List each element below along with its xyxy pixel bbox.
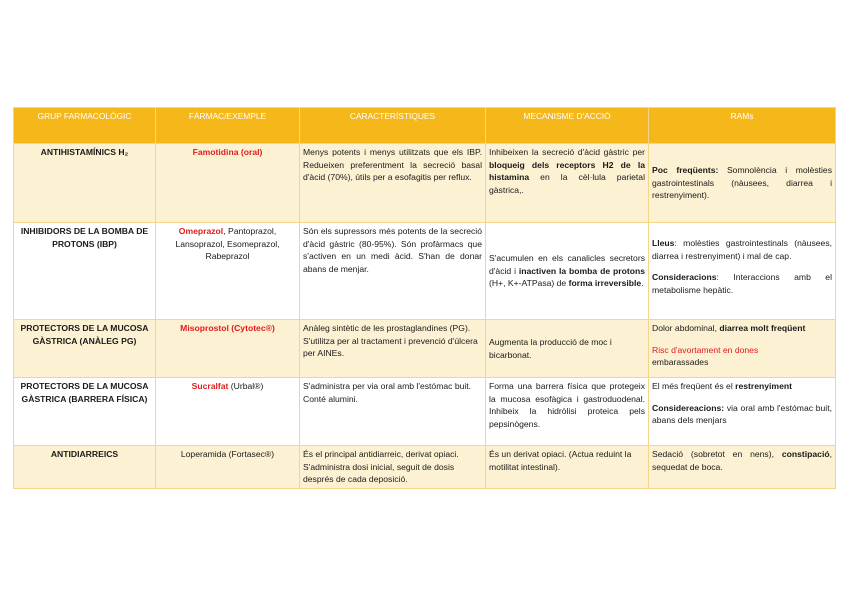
- characteristics-cell: Anàleg sintètic de les prostaglandines (PG). S'utilitza per al tractament i prevenció d'úlcera per AINEs.: [300, 320, 486, 378]
- mechanism-cell: És un derivat opiaci. (Actua reduint la motilitat intestinal).: [486, 446, 649, 489]
- table-row: [14, 144, 836, 223]
- group-cell: INHIBIDORS DE LA BOMBA DE PROTONS (IBP): [14, 223, 156, 320]
- drug-cell: [156, 320, 300, 378]
- header-drug: FÀRMAC/EXEMPLE: [156, 108, 300, 144]
- table-row: [14, 223, 836, 320]
- drug-cell: Loperamida (Fortasec®): [156, 446, 300, 489]
- group-cell: ANTIDIARREICS: [14, 446, 156, 489]
- header-rams: RAMs: [649, 108, 836, 144]
- drug-cell: Sucralfat (Urbal®): [156, 378, 300, 446]
- characteristics-cell: S'administra per via oral amb l'estómac buit. Conté alumini.: [300, 378, 486, 446]
- header-characteristics: CARACTERÍSTIQUES: [300, 108, 486, 144]
- rams-cell: Poc freqüents: Somnolència i molèsties gastrointestinals (nàusees, diarrea i restrenyiment).: [649, 144, 836, 223]
- group-cell: ANTIHISTAMÍNICS H₂: [14, 144, 156, 223]
- header-mechanism: MECANISME D'ACCIÓ: [486, 108, 649, 144]
- drug-highlight: Sucralfat: [191, 381, 229, 391]
- characteristics-cell: Són els supressors més potents de la secreció d'àcid gàstric (80-95%). Són profàrmacs que s'activen en un medi àcid. S'han de donar abans de menjar.: [300, 223, 486, 320]
- mechanism-cell: Inhibeixen la secreció d'àcid gàstric per bloqueig dels receptors H2 de la histamina en la cèl·lula parietal gàstrica,.: [486, 144, 649, 223]
- drug-cell: [156, 144, 300, 223]
- rams-cell: Sedació (sobretot en nens), constipació, sequedat de boca.: [649, 446, 836, 489]
- mechanism-cell: Augmenta la producció de moc i bicarbonat.: [486, 320, 649, 378]
- drug-highlight: Famotidina (oral): [192, 147, 263, 157]
- table-row: [14, 320, 836, 378]
- mechanism-cell: Forma una barrera física que protegeix la mucosa esofàgica i gastroduodenal. Inhibeix la hidròlisi proteica pels pepsinògens.: [486, 378, 649, 446]
- characteristics-cell: És el principal antidiarreic, derivat opiaci. S'administra dosi inicial, seguit de dosis després de cada deposició.: [300, 446, 486, 489]
- characteristics-cell: Menys potents i menys utilitzats que els IBP. Redueixen preferentment la secreció basal d'àcid (70%), útils per a esofagitis per reflux.: [300, 144, 486, 223]
- table-row: [14, 378, 836, 446]
- header-group: GRUP FARMACOLÒGIC: [14, 108, 156, 144]
- group-cell: PROTECTORS DE LA MUCOSA GÀSTRICA (ANÀLEG PG): [14, 320, 156, 378]
- drug-highlight: Misoprostol (Cytotec®): [180, 323, 275, 333]
- table-row: [14, 446, 836, 489]
- table-header-row: [14, 108, 836, 144]
- group-cell: PROTECTORS DE LA MUCOSA GÀSTRICA (BARRERA FÍSICA): [14, 378, 156, 446]
- rams-cell: Lleus: molèsties gastrointestinals (nàusees, diarrea i restrenyiment) i mal de cap. Consideracions: Interaccions amb el metabolisme hepàtic.: [649, 223, 836, 320]
- rams-cell: El més freqüent és el restrenyiment Considereacions: via oral amb l'estómac buit, abans dels menjars: [649, 378, 836, 446]
- drug-highlight: Omeprazol: [178, 226, 224, 236]
- rams-cell: Dolor abdominal, diarrea molt freqüent Risc d'avortament en dones embarassades: [649, 320, 836, 378]
- mechanism-cell: S'acumulen en els canalicles secretors d'àcid i inactiven la bomba de protons (H+, K+-ATPasa) de forma irreversible.: [486, 223, 649, 320]
- drug-cell: Omeprazol, Pantoprazol, Lansoprazol, Esomeprazol, Rabeprazol: [156, 223, 300, 320]
- pharmacology-table: [13, 107, 836, 489]
